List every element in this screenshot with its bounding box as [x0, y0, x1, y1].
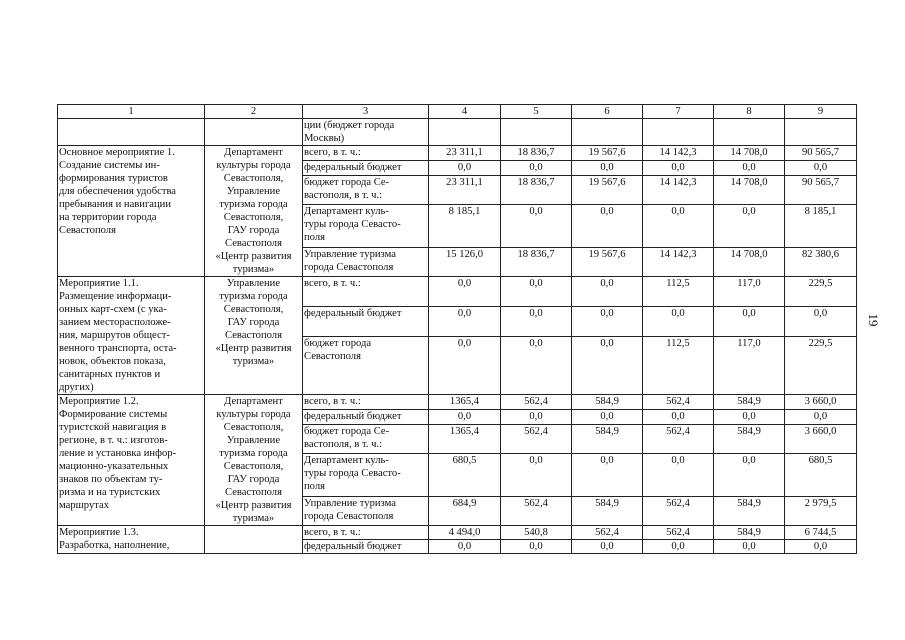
funding-source-cell: [303, 307, 429, 337]
cell-line: культуры города: [216, 409, 291, 420]
value-cell: 0,0: [501, 410, 572, 425]
cell-line: туризма города: [219, 291, 288, 302]
column-number-header: 2: [205, 105, 303, 119]
value-cell: 0,0: [501, 161, 572, 176]
value-cell: 680,5: [429, 454, 501, 497]
value-cell: 0,0: [572, 205, 643, 248]
value-cell: 0,0: [714, 454, 785, 497]
page-number: 19: [866, 313, 881, 327]
cell-line: Севастополя,: [223, 304, 284, 315]
value-cell: 0,0: [643, 307, 714, 337]
value-cell: 0,0: [429, 540, 501, 554]
cell-line: Мероприятие 1.3.: [59, 527, 139, 538]
funding-source-cell: [303, 496, 429, 525]
value-cell: 0,0: [572, 277, 643, 307]
table-row: [58, 277, 857, 307]
cell-line: Севастополя: [225, 487, 282, 498]
cell-line: города Севастополя: [304, 261, 394, 273]
value-cell: 18 836,7: [501, 146, 572, 161]
value-cell: 0,0: [643, 205, 714, 248]
cell-line: мационно-указательных: [59, 461, 169, 472]
cell-line: ния, маршрутов общест-: [59, 330, 170, 341]
column-number-header: 6: [572, 105, 643, 119]
value-cell: 0,0: [501, 307, 572, 337]
table-row: [58, 146, 857, 161]
cell-line: санитарных пунктов и: [59, 369, 161, 380]
cell-line: федеральный бюджет: [304, 541, 402, 552]
value-cell: 0,0: [714, 161, 785, 176]
value-cell: 0,0: [501, 337, 572, 395]
value-cell: 3 660,0: [785, 425, 857, 454]
column-number-header: 1: [58, 105, 205, 119]
column-number-header: 9: [785, 105, 857, 119]
cell-line: Севастополя: [225, 238, 282, 249]
funding-source-cell: [303, 410, 429, 425]
column-number-header: 8: [714, 105, 785, 119]
funding-source-cell: [303, 454, 429, 497]
cell-line: ГАУ города: [227, 474, 280, 485]
column-number-header: 3: [303, 105, 429, 119]
cell-line: федеральный бюджет: [304, 308, 402, 320]
value-cell: 0,0: [501, 454, 572, 497]
value-cell: 117,0: [714, 337, 785, 395]
value-cell: 584,9: [572, 425, 643, 454]
cell-line: туры города Севасто-: [304, 468, 401, 480]
value-cell: 0,0: [643, 454, 714, 497]
cell-line: туры города Севасто-: [304, 219, 401, 231]
value-cell: 0,0: [572, 454, 643, 497]
value-cell: 0,0: [429, 277, 501, 307]
cell-line: «Центр развития: [215, 500, 292, 511]
cell-line: Севастополя: [225, 330, 282, 341]
funding-source-cell: [303, 176, 429, 205]
value-cell: 229,5: [785, 337, 857, 395]
activity-cell: [58, 526, 205, 554]
value-cell: 0,0: [572, 161, 643, 176]
cell-line: Севастополя: [59, 225, 116, 236]
value-cell: 14 708,0: [714, 146, 785, 161]
cell-line: всего, в т. ч.:: [304, 278, 361, 289]
cell-line: пребывания и навигации: [59, 199, 172, 210]
value-cell: 229,5: [785, 277, 857, 307]
funding-source-cell: [303, 205, 429, 248]
value-cell: 112,5: [643, 337, 714, 395]
activity-cell: [58, 395, 205, 526]
cell-line: федеральный бюджет: [304, 162, 402, 174]
value-cell: 584,9: [714, 395, 785, 410]
value-cell: 584,9: [714, 425, 785, 454]
cell-line: Управление туризма: [304, 497, 396, 509]
value-cell: 562,4: [643, 496, 714, 525]
executor-cell: [205, 146, 303, 277]
value-cell: 14 142,3: [643, 247, 714, 276]
cell-line: Управление: [226, 435, 281, 446]
cell-line: туризма города: [219, 199, 288, 210]
cell-line: вастополя, в т. ч.:: [304, 439, 383, 451]
carryover-row: [58, 119, 857, 146]
cell-line: Севастополя,: [223, 173, 284, 184]
value-cell: 14 708,0: [714, 176, 785, 205]
value-cell: 8 185,1: [429, 205, 501, 248]
value-cell: 0,0: [714, 410, 785, 425]
value-cell: 0,0: [714, 540, 785, 554]
value-cell: [572, 119, 643, 146]
value-cell: 540,8: [501, 526, 572, 540]
cell-line: Департамент куль-: [304, 455, 389, 467]
cell-line: Севастополя,: [223, 212, 284, 223]
value-cell: 23 311,1: [429, 176, 501, 205]
cell-line: туристской навигация в: [59, 422, 167, 433]
cell-line: Москвы): [304, 133, 345, 144]
value-cell: 0,0: [785, 410, 857, 425]
value-cell: 584,9: [572, 395, 643, 410]
cell-line: Управление: [226, 186, 281, 197]
cell-line: знаков по объектам ту-: [59, 474, 163, 485]
cell-line: Севастополя,: [223, 422, 284, 433]
value-cell: 684,9: [429, 496, 501, 525]
executor-cell: [205, 277, 303, 395]
value-cell: 0,0: [501, 277, 572, 307]
funding-source-cell: [303, 425, 429, 454]
value-cell: 562,4: [501, 395, 572, 410]
value-cell: 14 142,3: [643, 176, 714, 205]
value-cell: 19 567,6: [572, 146, 643, 161]
value-cell: 1365,4: [429, 425, 501, 454]
cell-line: «Центр развития: [215, 251, 292, 262]
value-cell: 0,0: [785, 161, 857, 176]
funding-source-cell: [303, 526, 429, 540]
funding-source-cell: [303, 337, 429, 395]
cell-line: всего, в т. ч.:: [304, 527, 361, 538]
cell-line: Основное мероприятие 1.: [59, 147, 175, 158]
activity-cell: [58, 277, 205, 395]
value-cell: 90 565,7: [785, 146, 857, 161]
value-cell: 0,0: [785, 307, 857, 337]
funding-source-cell: [303, 146, 429, 161]
value-cell: 6 744,5: [785, 526, 857, 540]
cell-line: других): [59, 382, 94, 393]
cell-line: маршрутах: [59, 500, 109, 511]
value-cell: 680,5: [785, 454, 857, 497]
cell-line: бюджет города Се-: [304, 177, 390, 189]
funding-source-cell: [303, 395, 429, 410]
value-cell: 0,0: [429, 161, 501, 176]
column-number-header: 7: [643, 105, 714, 119]
value-cell: [714, 119, 785, 146]
value-cell: 112,5: [643, 277, 714, 307]
value-cell: 0,0: [643, 540, 714, 554]
value-cell: 584,9: [714, 496, 785, 525]
cell-line: Севастополя,: [223, 461, 284, 472]
value-cell: [429, 119, 501, 146]
value-cell: 0,0: [429, 337, 501, 395]
value-cell: 562,4: [643, 526, 714, 540]
value-cell: 584,9: [714, 526, 785, 540]
value-cell: 90 565,7: [785, 176, 857, 205]
cell-line: федеральный бюджет: [304, 411, 402, 423]
cell-line: всего, в т. ч.:: [304, 396, 361, 407]
value-cell: 3 660,0: [785, 395, 857, 410]
cell-line: формирования туристов: [59, 173, 168, 184]
value-cell: 15 126,0: [429, 247, 501, 276]
cell-line: поля: [304, 232, 325, 244]
cell-line: ГАУ города: [227, 317, 280, 328]
executor-cell: [205, 526, 303, 554]
cell-line: поля: [304, 481, 325, 493]
value-cell: [501, 119, 572, 146]
value-cell: 562,4: [643, 395, 714, 410]
column-number-header: 4: [429, 105, 501, 119]
cell-line: туризма»: [232, 513, 275, 524]
cell-line: ризма и на туристских: [59, 487, 161, 498]
value-cell: 562,4: [572, 526, 643, 540]
value-cell: 562,4: [643, 425, 714, 454]
value-cell: 18 836,7: [501, 176, 572, 205]
cell-line: Департамент: [224, 396, 283, 407]
value-cell: [643, 119, 714, 146]
cell-line: всего, в т. ч.:: [304, 147, 361, 158]
value-cell: 1365,4: [429, 395, 501, 410]
activity-cell: [58, 119, 205, 146]
cell-line: онных карт-схем (с ука-: [59, 304, 167, 315]
activity-cell: [58, 146, 205, 277]
cell-line: занием месторасположе-: [59, 317, 171, 328]
value-cell: 0,0: [643, 410, 714, 425]
value-cell: 562,4: [501, 425, 572, 454]
cell-line: туризма города: [219, 448, 288, 459]
value-cell: 0,0: [572, 410, 643, 425]
cell-line: Департамент: [224, 147, 283, 158]
cell-line: ГАУ города: [227, 225, 280, 236]
funding-source-cell: [303, 540, 429, 554]
cell-line: Формирование системы: [59, 409, 168, 420]
value-cell: 4 494,0: [429, 526, 501, 540]
cell-line: Департамент куль-: [304, 206, 389, 218]
cell-line: Севастополя: [304, 351, 361, 363]
cell-line: туризма»: [232, 356, 275, 367]
funding-source-cell: [303, 277, 429, 307]
value-cell: 0,0: [501, 205, 572, 248]
value-cell: 19 567,6: [572, 247, 643, 276]
value-cell: 14 708,0: [714, 247, 785, 276]
value-cell: 0,0: [572, 307, 643, 337]
cell-line: венного транспорта, оста-: [59, 343, 177, 354]
value-cell: 0,0: [714, 205, 785, 248]
cell-line: Разработка, наполнение,: [59, 540, 170, 551]
cell-line: для обеспечения удобства: [59, 186, 177, 197]
value-cell: 19 567,6: [572, 176, 643, 205]
cell-line: Мероприятие 1.2.: [59, 396, 139, 407]
cell-line: ление и установка инфор-: [59, 448, 177, 459]
value-cell: 0,0: [429, 307, 501, 337]
value-cell: 584,9: [572, 496, 643, 525]
cell-line: бюджет города Се-: [304, 426, 390, 438]
value-cell: 14 142,3: [643, 146, 714, 161]
value-cell: 8 185,1: [785, 205, 857, 248]
value-cell: 0,0: [714, 307, 785, 337]
cell-line: вастополя, в т. ч.:: [304, 190, 383, 202]
cell-line: на территории города: [59, 212, 157, 223]
table-row: [58, 395, 857, 410]
value-cell: 0,0: [501, 540, 572, 554]
value-cell: 2 979,5: [785, 496, 857, 525]
cell-line: Управление туризма: [304, 248, 396, 260]
header-row: [58, 105, 857, 119]
value-cell: 0,0: [429, 410, 501, 425]
cell-line: бюджет города: [304, 338, 372, 350]
cell-line: «Центр развития: [215, 343, 292, 354]
cell-line: новок, объектов показа,: [59, 356, 166, 367]
value-cell: [785, 119, 857, 146]
cell-line: туризма»: [232, 264, 275, 275]
value-cell: 23 311,1: [429, 146, 501, 161]
cell-line: Управление: [226, 278, 281, 289]
cell-line: Размещение информаци-: [59, 291, 172, 302]
funding-source-cell: [303, 247, 429, 276]
value-cell: 0,0: [572, 540, 643, 554]
cell-line: ции (бюджет города: [304, 120, 395, 131]
column-number-header: 5: [501, 105, 572, 119]
value-cell: 18 836,7: [501, 247, 572, 276]
value-cell: 0,0: [785, 540, 857, 554]
value-cell: 0,0: [572, 337, 643, 395]
cell-line: регионе, в т. ч.: изготов-: [59, 435, 168, 446]
budget-table: [57, 104, 857, 554]
cell-line: города Севастополя: [304, 510, 394, 522]
value-cell: 117,0: [714, 277, 785, 307]
value-cell: 0,0: [643, 161, 714, 176]
executor-cell: [205, 395, 303, 526]
value-cell: 82 380,6: [785, 247, 857, 276]
cell-line: Мероприятие 1.1.: [59, 278, 139, 289]
executor-cell: [205, 119, 303, 146]
cell-line: Создание системы ин-: [59, 160, 160, 171]
table-row: [58, 526, 857, 540]
value-cell: 562,4: [501, 496, 572, 525]
funding-source-cell: [303, 161, 429, 176]
cell-line: культуры города: [216, 160, 291, 171]
funding-source-cell: [303, 119, 429, 146]
